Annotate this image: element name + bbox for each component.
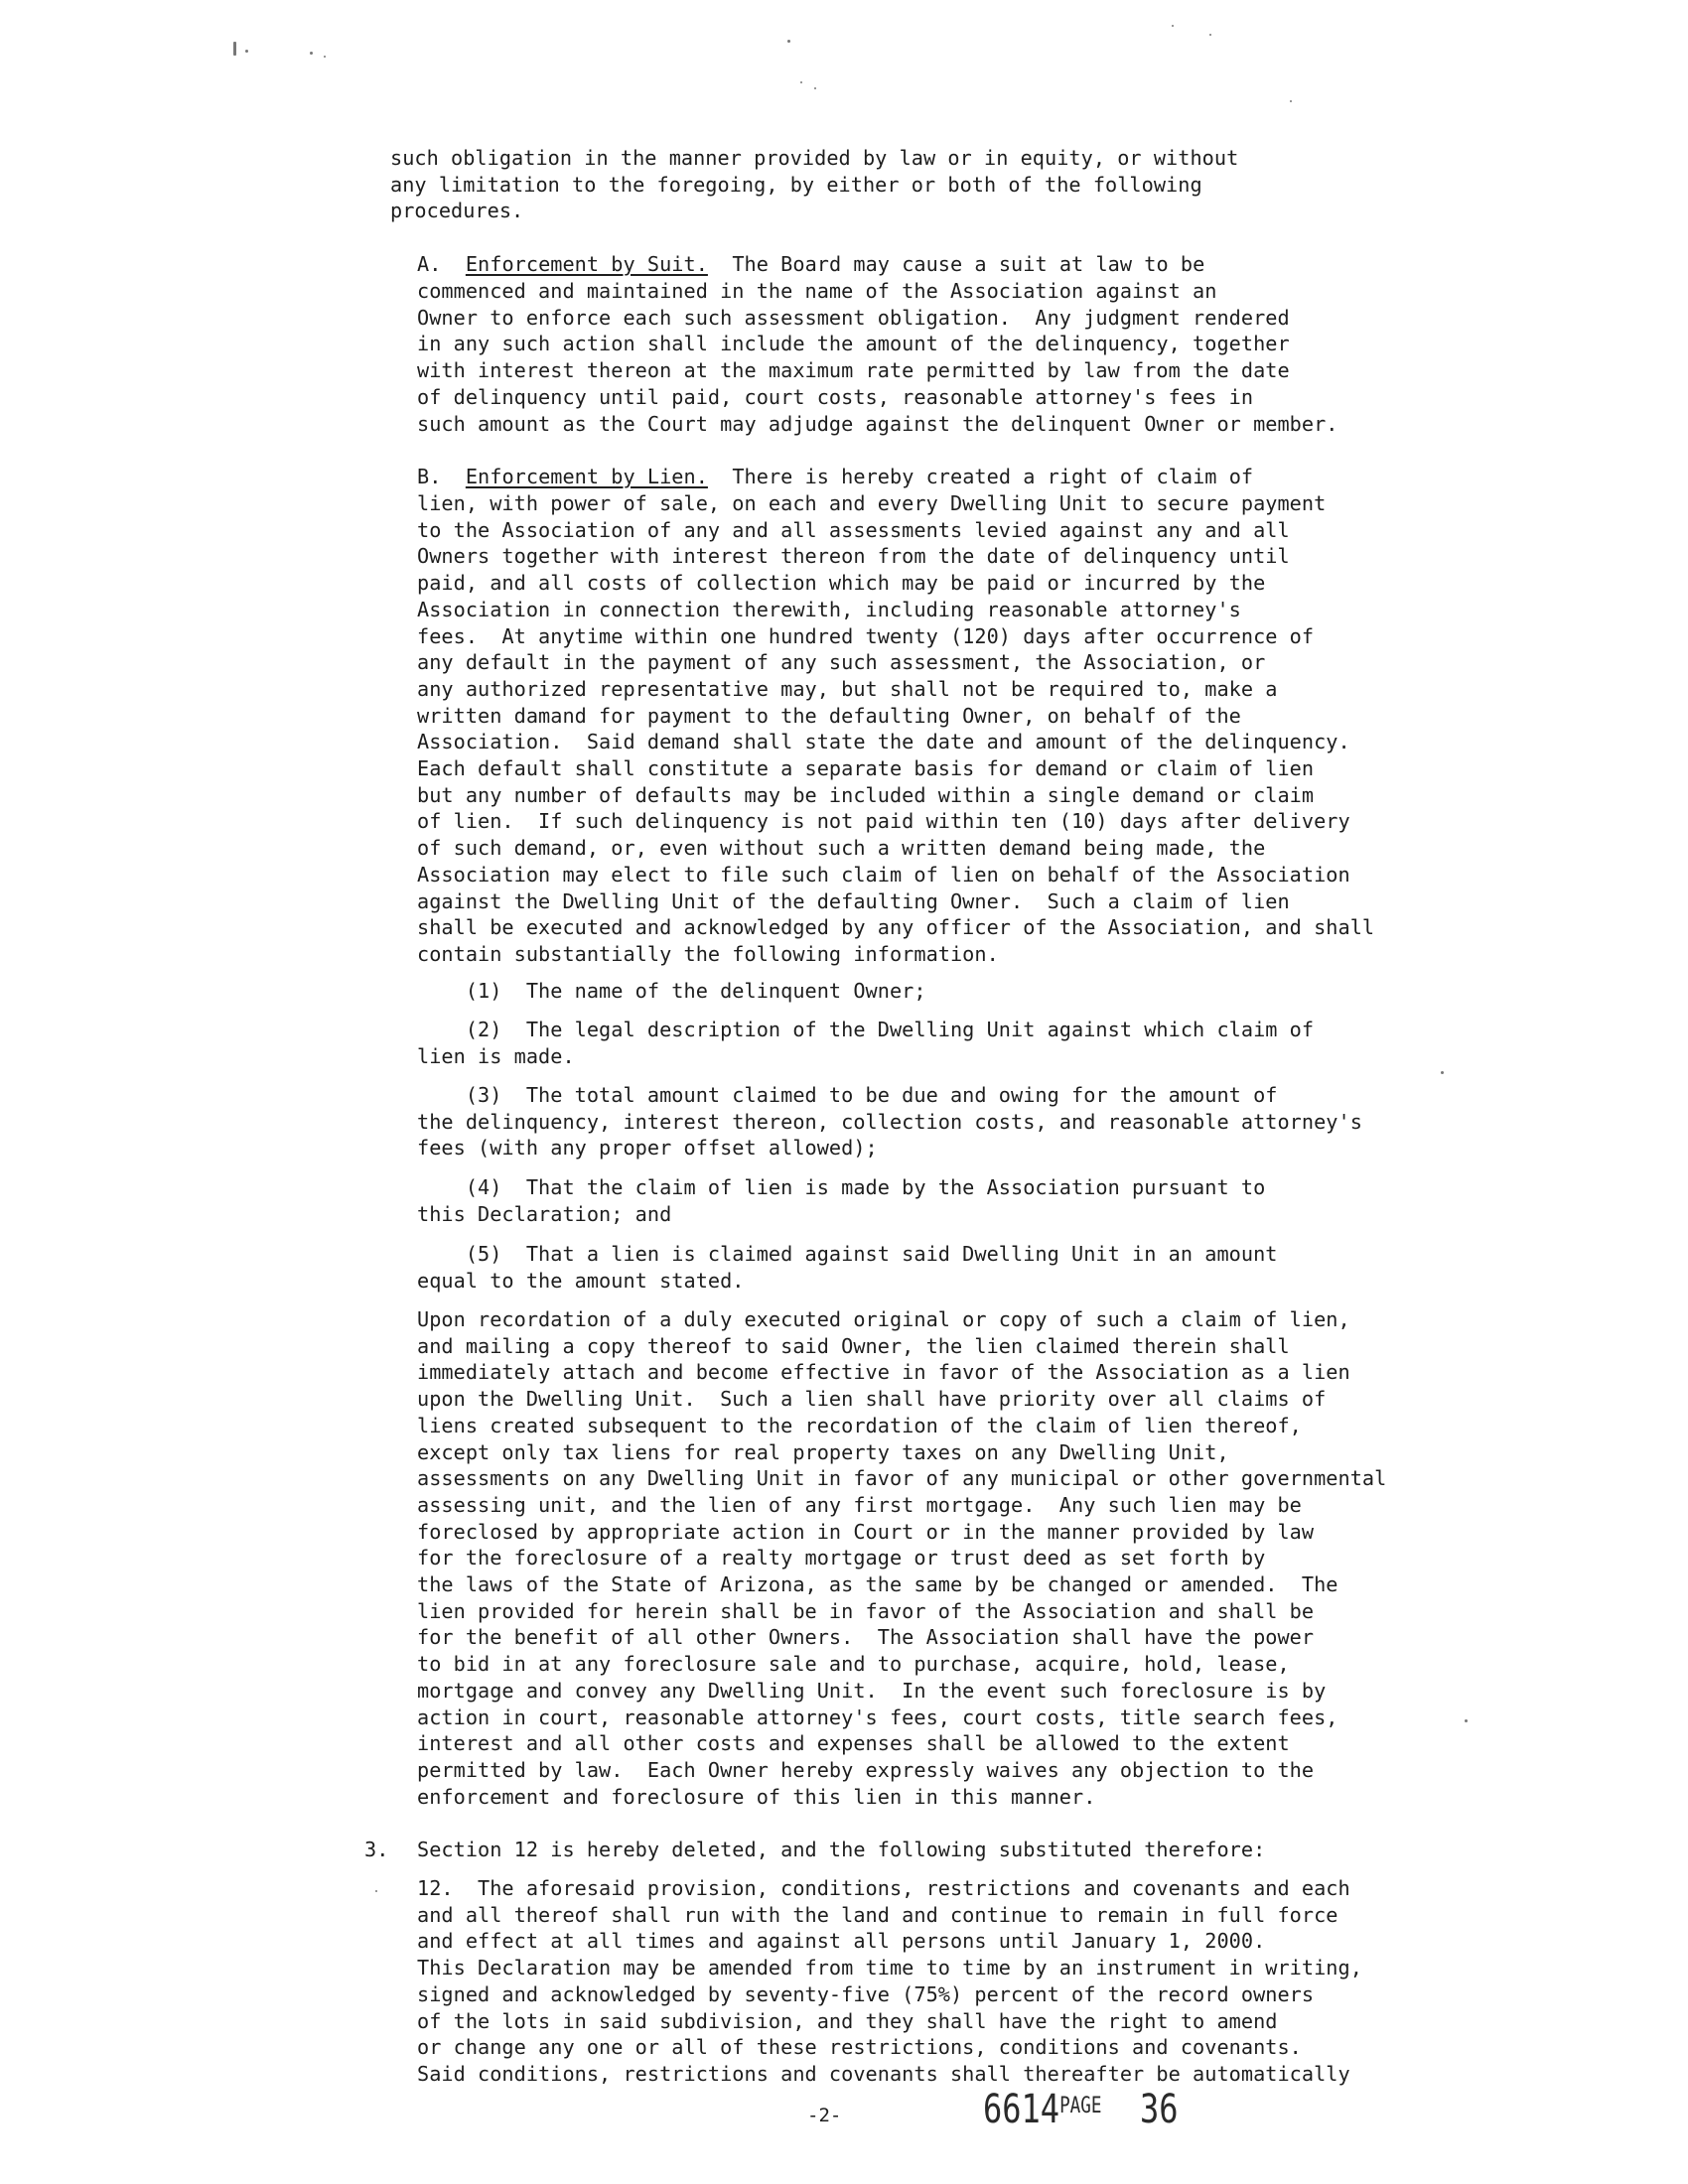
section-a-heading: Enforcement by Suit.	[465, 252, 708, 276]
page-label: PAGE	[1059, 2094, 1102, 2118]
scan-speck	[814, 87, 816, 89]
recording-stamp	[983, 2087, 1179, 2132]
lien-item-2: (2) The legal description of the Dwelling Unit against which claim of lien is made.	[417, 1018, 1315, 1068]
item-3-text: Section 12 is hereby deleted, and the following substituted therefore:	[417, 1838, 1266, 1861]
book-number: 6614	[983, 2087, 1060, 2132]
page-value: 36	[1139, 2087, 1179, 2132]
scan-speck	[1465, 1719, 1468, 1722]
section-a-marker: A.	[417, 252, 442, 276]
lien-item-1: (1) The name of the delinquent Owner;	[417, 979, 926, 1003]
section-b-first-line-text: There is hereby created a right of claim of	[732, 465, 1254, 488]
scan-speck	[375, 1890, 377, 1892]
scan-speck	[1209, 34, 1211, 36]
scan-speck	[245, 50, 248, 53]
section-b-body: lien, with power of sale, on each and every Dwelling Unit to secure payment to the Association of any and all assessments levied against any and all Owners together with interest thereon from the date of delinquency until paid, and all costs of collection which may be paid or incurred by the Association in connection therewith, including reasonable attorney's fees. At anytime within one hundred twenty (120) days after occurrence of any default in the payment of any such assessment, the Association, or any authorized representative may, but shall not be required to, make a written damand for payment to the defaulting Owner, on behalf of the Association. Said demand shall state the date and amount of the delinquency. Each default shall constitute a separate basis for demand or claim of lien but any number of defaults may be included within a single demand or claim of lien. If such delinquency is not paid within ten (10) days after delivery of such demand, or, even without such a written demand being made, the Association may elect to file such claim of lien on behalf of the Association against the Dwelling Unit of the defaulting Owner. Such a claim of lien shall be executed and acknowledged by any officer of the Association, and shall contain substantially the following information.	[417, 491, 1375, 966]
section-a-first-line	[417, 251, 1204, 278]
scan-speck	[233, 42, 236, 56]
item-3-marker: 3.	[364, 1838, 389, 1861]
section-b-marker: B.	[417, 465, 442, 488]
lien-item-4: (4) That the claim of lien is made by the Association pursuant to this Declaration; and	[417, 1175, 1266, 1226]
intro-paragraph: such obligation in the manner provided by law or in equity, or without any limitation to the foregoing, by either or both of the following procedures.	[390, 146, 1239, 223]
scan-speck	[1290, 100, 1292, 102]
lien-item-3: (3) The total amount claimed to be due and owing for the amount of the delinquency, interest thereon, collection costs, and reasonable attorney's fees (with any proper offset allowed);	[417, 1083, 1362, 1160]
section-b-first-line	[417, 464, 1253, 490]
scan-speck	[1441, 1071, 1444, 1074]
scan-speck	[310, 52, 313, 55]
scan-speck	[787, 40, 790, 43]
recordation-paragraph: Upon recordation of a duly executed original or copy of such a claim of lien, and mailing a copy thereof to said Owner, the lien claimed therein shall immediately attach and become effective in favor of the Association as a lien upon the Dwelling Unit. Such a lien shall have priority over all claims of liens created subsequent to the recordation of the claim of lien thereof, except only tax liens for real property taxes on any Dwelling Unit, assessments on any Dwelling Unit in favor of any municipal or other governmental assessing unit, and the lien of any first mortgage. Any such lien may be foreclosed by appropriate action in Court or in the manner provided by law for the foreclosure of a realty mortgage or trust deed as set forth by the laws of the State of Arizona, as the same by be changed or amended. The lien provided for herein shall be in favor of the Association and shall be for the benefit of all other Owners. The Association shall have the power to bid in at any foreclosure sale and to purchase, acquire, hold, lease, mortgage and convey any Dwelling Unit. In the event such foreclosure is by action in court, reasonable attorney's fees, court costs, title search fees, interest and all other costs and expenses shall be allowed to the extent permitted by law. Each Owner hereby expressly waives any objection to the enforcement and foreclosure of this lien in this manner.	[417, 1307, 1387, 1809]
scan-speck	[800, 81, 802, 83]
section-a-body: commenced and maintained in the name of the Association against an Owner to enforce each such assessment obligation. Any judgment rendered in any such action shall include the amount of the delinquency, together with interest thereon at the maximum rate permitted by law from the date of delinquency until paid, court costs, reasonable attorney's fees in such amount as the Court may adjudge against the delinquent Owner or member.	[417, 279, 1338, 436]
lien-item-5: (5) That a lien is claimed against said Dwelling Unit in an amount equal to the amount stated.	[417, 1242, 1278, 1293]
page-number: -2-	[807, 2105, 842, 2126]
scan-speck	[324, 56, 326, 58]
section-a-first-line-text: The Board may cause a suit at law to be	[732, 252, 1205, 276]
scan-speck	[1172, 25, 1174, 27]
section-b-heading: Enforcement by Lien.	[465, 465, 708, 488]
section-12-paragraph: 12. The aforesaid provision, conditions, restrictions and covenants and each and all thereof shall run with the land and continue to remain in full force and effect at all times and against all persons until January 1, 2000. This Declaration may be amended from time to time by an instrument in writing, signed and acknowledged by seventy-five (75%) percent of the record owners of the lots in said subdivision, and they shall have the right to amend or change any one or all of these restrictions, conditions and covenants. Said conditions, restrictions and covenants shall thereafter be automatically	[417, 1876, 1362, 2086]
